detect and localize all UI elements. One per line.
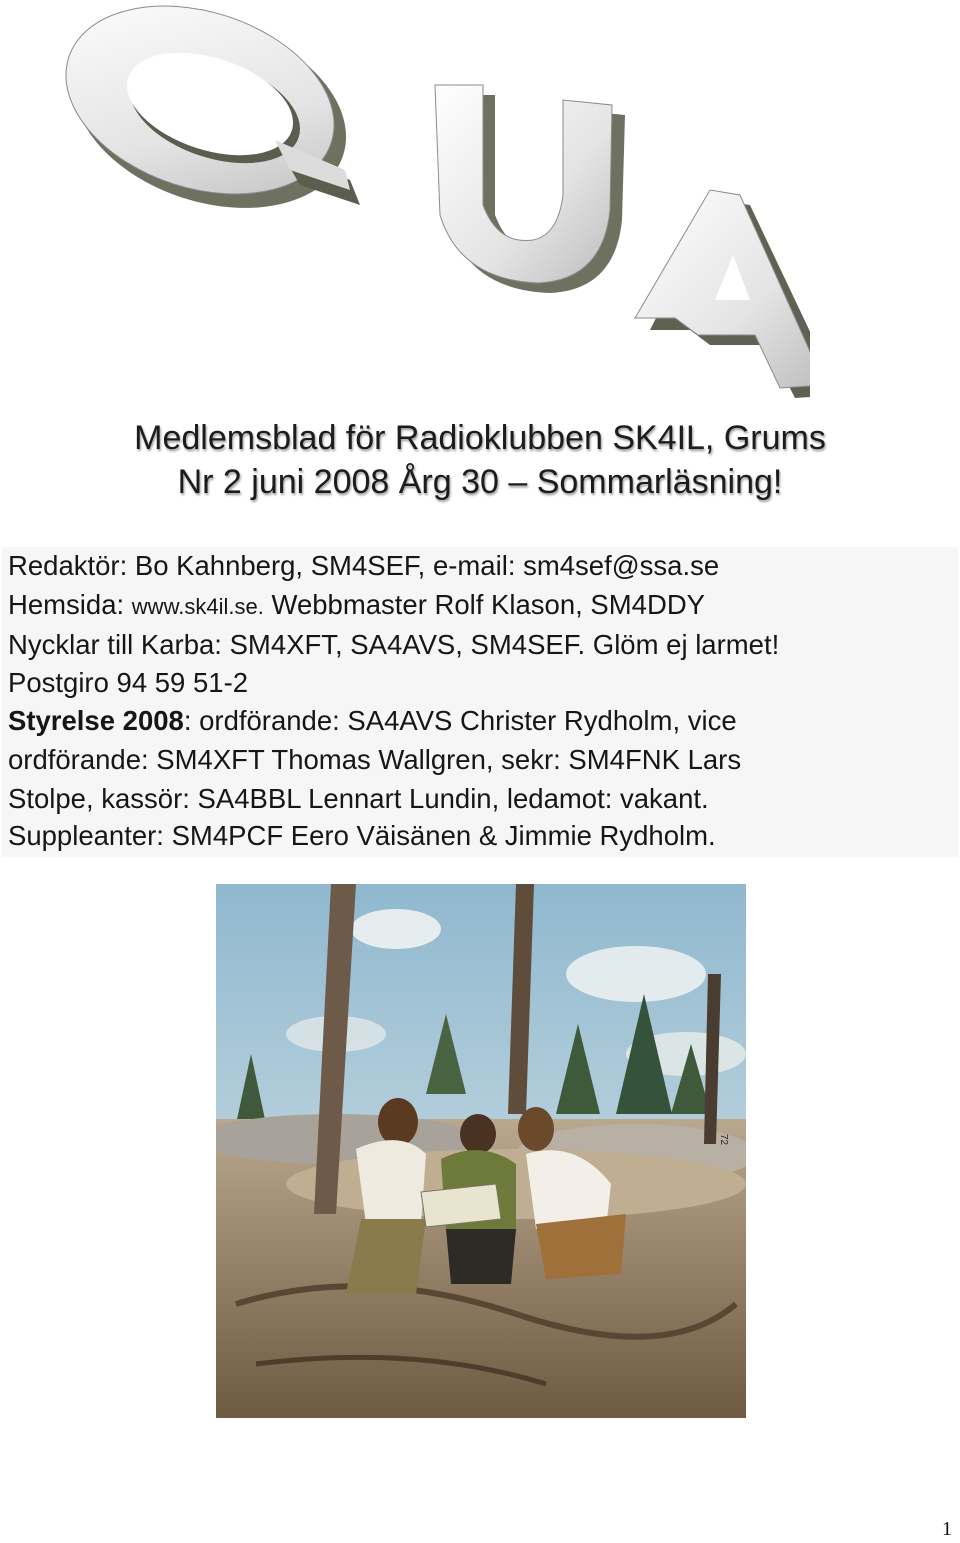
issue-line: Nr 2 juni 2008 Årg 30 – Sommarläsning! — [177, 463, 783, 501]
qua-logo-graphic — [50, 0, 810, 410]
keys-line: Nycklar till Karba: SM4XFT, SA4AVS, SM4SEF. Glöm ej larmet! — [8, 629, 780, 660]
photo-illustration — [216, 884, 746, 1418]
homepage-line — [8, 587, 705, 625]
outdoor-photo — [216, 884, 746, 1418]
board-label: Styrelse 2008 — [8, 705, 184, 736]
postgiro-line: Postgiro 94 59 51-2 — [8, 667, 249, 698]
editor-line: Redaktör: Bo Kahnberg, SM4SEF, e-mail: sm4sef@ssa.se — [8, 550, 720, 581]
homepage-label: Hemsida: — [8, 589, 132, 620]
substitutes-line: Suppleanter: SM4PCF Eero Väisänen & Jimmie Rydholm. — [8, 820, 716, 851]
board-line-1 — [8, 703, 737, 739]
page-number: 1 — [942, 1518, 952, 1540]
homepage-link[interactable]: www.sk4il.se. — [131, 594, 264, 619]
webmaster-text: Webbmaster Rolf Klason, SM4DDY — [263, 589, 706, 620]
board-line-2: ordförande: SM4XFT Thomas Wallgren, sekr: SM4FNK Lars — [8, 744, 742, 775]
logo-letter-q — [50, 0, 371, 241]
board-line-3: Stolpe, kassör: SA4BBL Lennart Lundin, ledamot: vakant. — [8, 783, 709, 814]
newsletter-title: Medlemsblad för Radioklubben SK4IL, Grums — [134, 419, 826, 457]
board-text-1: : ordförande: SA4AVS Christer Rydholm, vice — [183, 705, 737, 736]
logo-letter-u — [435, 85, 625, 293]
logo-letter-a — [635, 190, 810, 398]
photo-mark: 72 — [718, 1134, 729, 1146]
